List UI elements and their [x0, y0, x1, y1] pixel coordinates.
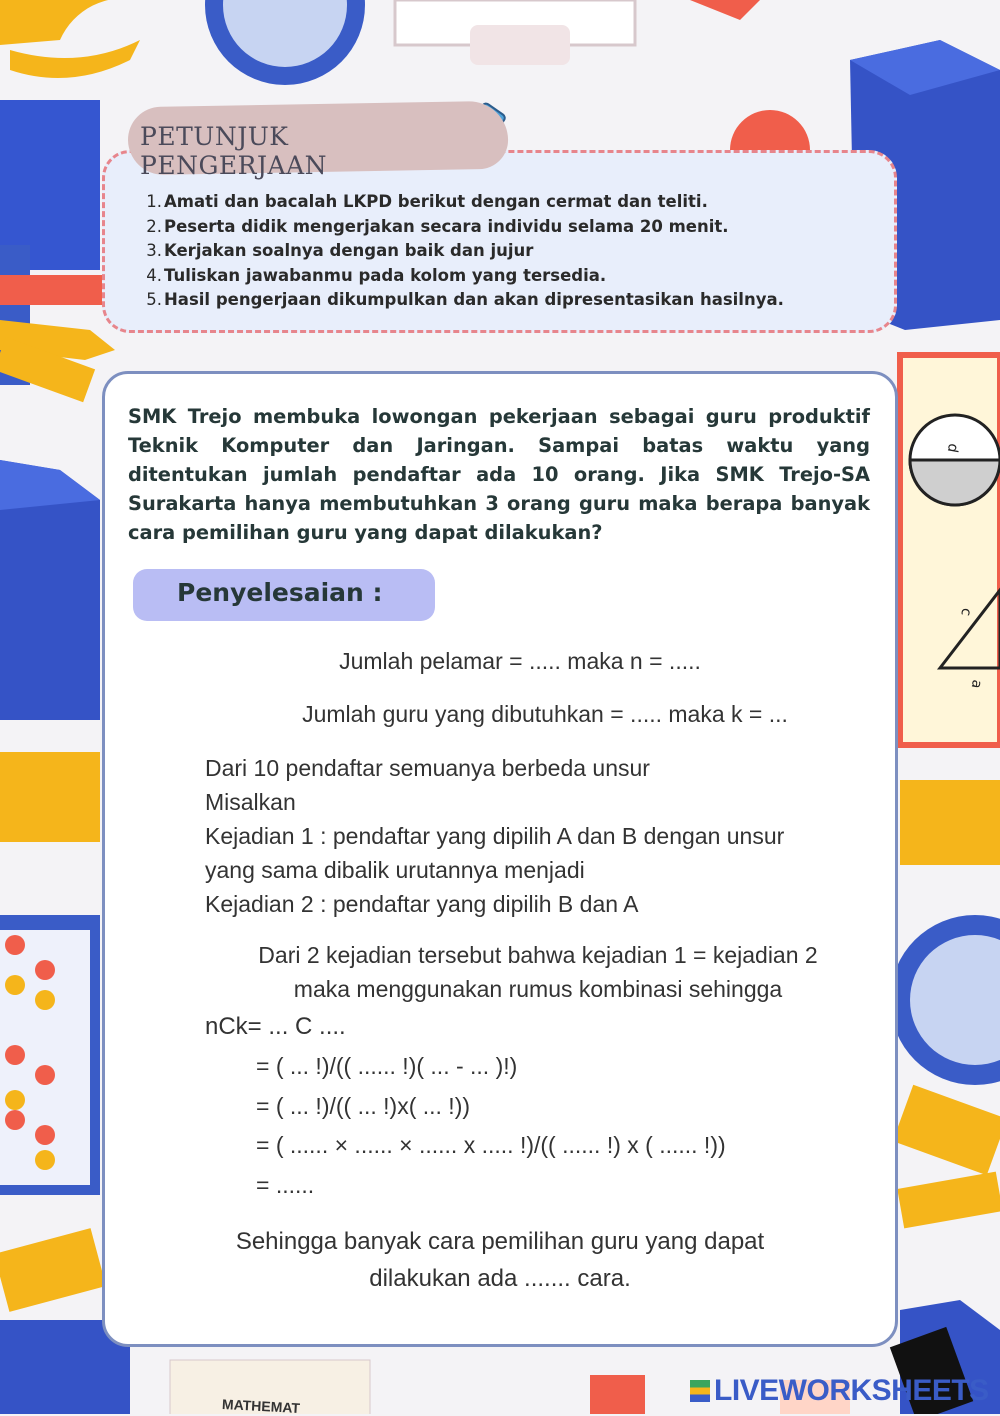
solution-label-text: Penyelesaian : [177, 578, 383, 607]
formula-line-1: nCk= ... C .... [205, 1013, 346, 1040]
problem-text: SMK Trejo membuka lowongan pekerjaan sebagai guru produktif Teknik Komputer dan Jaringan. Sampai batas waktu yang ditentukan jumlah pendaftar ada 10 orang. Jika SMK Trejo-SA Surakarta hanya membutuhkan 3 orang guru maka berapa banyak cara pemilihan guru yang dapat dilakukan? [128, 405, 870, 544]
instructions-list [140, 190, 784, 313]
liveworksheets-brand: LIVEWORKSHEETS [714, 1374, 989, 1407]
notebook-text: MATHEMAT [221, 1395, 301, 1416]
instruction-item: 3. Kerjakan soalnya dengan baik dan jujur [146, 241, 534, 261]
instruction-item: 2. Peserta didik mengerjakan secara individu selama 20 menit. [146, 216, 729, 236]
geometry-letter-c: c [957, 606, 975, 618]
solution-label [133, 569, 435, 621]
geometry-letter-a: a [967, 678, 985, 690]
line-p3: Kejadian 1 : pendaftar yang dipilih A dan B dengan unsur [205, 823, 785, 849]
instruction-item: 1. Amati dan bacalah LKPD berikut dengan cermat dan teliti. [146, 192, 708, 211]
instruction-item: 5. Hasil pengerjaan dikumpulkan dan akan dipresentasikan hasilnya. [146, 290, 784, 310]
conclusion-line-1: Sehingga banyak cara pemilihan guru yang dapat [235, 1228, 765, 1255]
formula-line-3: = ( ... !)/(( ... !)x( ... !)) [256, 1093, 471, 1119]
conclusion-line-2: dilakukan ada ....... cara. [369, 1265, 631, 1292]
ruler-shape [0, 752, 100, 842]
protractor-shape [0, 0, 140, 45]
instruction-item: 4. Tuliskan jawabanmu pada kolom yang tersedia. [146, 265, 607, 285]
formula-line-5: = ...... [256, 1172, 315, 1198]
line-c2: maka menggunakan rumus kombinasi sehingga [293, 976, 783, 1002]
left-folder-shape [0, 100, 100, 270]
formula-line-2: = ( ... !)/(( ...... !)( ... - ... )!) [256, 1053, 518, 1079]
geometry-sheet-shape [900, 355, 1000, 745]
line-p2: Misalkan [205, 789, 296, 815]
liveworksheets-logo [690, 1374, 989, 1408]
line-p4: yang sama dibalik urutannya menjadi [205, 857, 585, 883]
instructions-title: PETUNJUK PENGERJAAN [140, 122, 327, 180]
line-c1: Dari 2 kejadian tersebut bahwa kejadian 1 = kejadian 2 [258, 942, 818, 968]
formula-line-4: = ( ...... × ...... × ...... x ..... !)/(( ...... !) x ( ...... !)) [256, 1132, 726, 1158]
geometry-letter-d: d [943, 442, 962, 454]
line-p5: Kejadian 2 : pendaftar yang dipilih B dan A [205, 891, 639, 917]
line-guru: Jumlah guru yang dibutuhkan = ..... maka k = ... [302, 701, 788, 727]
line-pelamar: Jumlah pelamar = ..... maka n = ..... [339, 648, 701, 674]
line-p1: Dari 10 pendaftar semuanya berbeda unsur [205, 755, 650, 781]
liveworksheets-icon [690, 1380, 710, 1402]
